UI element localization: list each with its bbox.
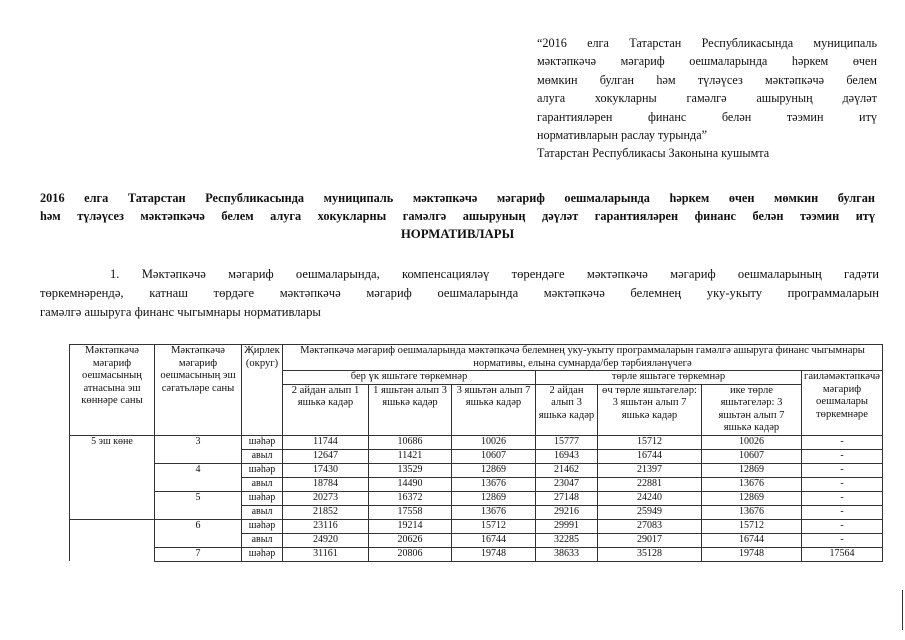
value-cell: - <box>802 505 883 519</box>
value-cell: 16744 <box>452 533 536 547</box>
value-cell: 15777 <box>536 435 598 449</box>
header-mixed-age-2: өч төрле яшьтәгеләр: 3 яшьтән алып 7 яшькә кадәр <box>598 384 702 435</box>
value-cell: 16943 <box>536 449 598 463</box>
value-cell: 12869 <box>452 463 536 477</box>
value-cell: 10686 <box>369 435 452 449</box>
days-cell: 5 эш көне <box>70 435 155 519</box>
area-cell: шәһәр <box>242 547 283 561</box>
area-cell: авыл <box>242 477 283 491</box>
value-cell: 10026 <box>702 435 802 449</box>
quote-line: мәктәпкәчә мәгариф оешмаларында һәркем өчен <box>537 54 877 69</box>
value-cell: 17558 <box>369 505 452 519</box>
value-cell: 38633 <box>536 547 598 561</box>
area-cell: шәһәр <box>242 519 283 533</box>
value-cell: 15712 <box>598 435 702 449</box>
header-main: Мәктәпкәчә мәгариф оешмаларында мәктәпкәчә белемнең уку-укыту программаларын гамәлгә ашыруга финанс чыгымнары нормативы, елына сумнарда/бер тәрбияләнүчегә <box>283 345 883 371</box>
value-cell: 29216 <box>536 505 598 519</box>
value-cell: - <box>802 491 883 505</box>
area-cell: шәһәр <box>242 435 283 449</box>
value-cell: 13529 <box>369 463 452 477</box>
value-cell: 31161 <box>283 547 369 561</box>
area-cell: шәһәр <box>242 491 283 505</box>
table-body <box>70 435 883 561</box>
header-hours: Мәктәпкәчә мәгариф оешмасының эш сәгатьләре саны <box>155 345 242 436</box>
value-cell: 20806 <box>369 547 452 561</box>
header-family: гаиләмәктәпкәчә мәгариф оешмалары төркемнәре <box>802 371 883 436</box>
value-cell: 20626 <box>369 533 452 547</box>
annex-law-label: Татарстан Республикасы Законына кушымта <box>537 146 770 161</box>
quote-line: “2016 елга Татарстан Республикасында муниципаль <box>537 36 877 50</box>
value-cell: 11744 <box>283 435 369 449</box>
header-same-age-3: 3 яшьтән алып 7 яшькә кадәр <box>452 384 536 435</box>
value-cell: 15712 <box>452 519 536 533</box>
value-cell: 16372 <box>369 491 452 505</box>
section-paragraph <box>40 265 879 322</box>
document-title <box>40 189 875 243</box>
value-cell: 10607 <box>702 449 802 463</box>
value-cell: 16744 <box>598 449 702 463</box>
quote-line: гарантияләрен финанс белән тәэмин итү <box>537 109 877 124</box>
value-cell: 19214 <box>369 519 452 533</box>
header-same-age-1: 2 айдан алып 1 яшькә кадәр <box>283 384 369 435</box>
value-cell: 12869 <box>702 491 802 505</box>
value-cell: 27148 <box>536 491 598 505</box>
value-cell: 10026 <box>452 435 536 449</box>
value-cell: 11421 <box>369 449 452 463</box>
header-same-age-2: 1 яшьтән алып 3 яшькә кадәр <box>369 384 452 435</box>
value-cell: 12647 <box>283 449 369 463</box>
table-row <box>70 547 883 561</box>
days-cell <box>70 519 155 561</box>
law-title-quote <box>537 34 877 144</box>
value-cell: 21462 <box>536 463 598 477</box>
paragraph-line: төркемнәрендә, катнаш төрдәге мәктәпкәчә мәгариф оешмаларында мәктәпкәчә белемнең уку-укыту программаларын <box>40 286 879 300</box>
hours-cell: 4 <box>155 463 242 491</box>
value-cell: 10607 <box>452 449 536 463</box>
title-line: 2016 елга Татарстан Республикасында муниципаль мәктәпкәчә мәгариф оешмаларында һәркем өчен мөмкин булган <box>40 191 875 205</box>
value-cell: - <box>802 477 883 491</box>
hours-cell: 6 <box>155 519 242 547</box>
annex-reference <box>537 34 877 163</box>
table-row <box>70 463 883 477</box>
header-days: Мәктәпкәчә мәгариф оешмасының атнасына эш көннәре саны <box>70 345 155 436</box>
normatives-table <box>69 344 883 562</box>
header-mixed-age-1: 2 айдан алып 3 яшькә кадәр <box>536 384 598 435</box>
header-mixed-age-3: ике төрле яшьтәгеләр: 3 яшьтән алып 7 яшькә кадәр <box>702 384 802 435</box>
value-cell: - <box>802 449 883 463</box>
title-line: һәм түләүсез мәктәпкәчә белем алуга хокукларны гамәлгә ашыруның дәүләт гарантияләрен финанс белән тәэмин итү <box>40 209 875 223</box>
quote-line: нормативларын раслау турында” <box>537 128 708 143</box>
value-cell: - <box>802 435 883 449</box>
page-edge-line <box>902 590 903 630</box>
hours-cell: 5 <box>155 491 242 519</box>
value-cell: 13676 <box>702 505 802 519</box>
value-cell: - <box>802 533 883 547</box>
value-cell: 24240 <box>598 491 702 505</box>
value-cell: 21397 <box>598 463 702 477</box>
value-cell: 17564 <box>802 547 883 561</box>
value-cell: 21852 <box>283 505 369 519</box>
value-cell: 25949 <box>598 505 702 519</box>
value-cell: 13676 <box>452 477 536 491</box>
value-cell: 23116 <box>283 519 369 533</box>
quote-line: мөмкин булган һәм түләүсез мәктәпкәчә белем <box>537 72 877 87</box>
hours-cell: 7 <box>155 547 242 561</box>
value-cell: 12869 <box>452 491 536 505</box>
value-cell: 12869 <box>702 463 802 477</box>
value-cell: - <box>802 519 883 533</box>
value-cell: 20273 <box>283 491 369 505</box>
value-cell: 27083 <box>598 519 702 533</box>
value-cell: 14490 <box>369 477 452 491</box>
area-cell: авыл <box>242 449 283 463</box>
table-row <box>70 491 883 505</box>
area-cell: авыл <box>242 533 283 547</box>
paragraph-line: гамәлгә ашыруга финанс чыгымнары нормативлары <box>40 305 321 319</box>
value-cell: 13676 <box>702 477 802 491</box>
value-cell: 19748 <box>702 547 802 561</box>
table-row <box>70 519 883 533</box>
area-cell: авыл <box>242 505 283 519</box>
table-row <box>70 435 883 449</box>
value-cell: 13676 <box>452 505 536 519</box>
value-cell: 35128 <box>598 547 702 561</box>
value-cell: - <box>802 463 883 477</box>
value-cell: 19748 <box>452 547 536 561</box>
value-cell: 24920 <box>283 533 369 547</box>
hours-cell: 3 <box>155 435 242 463</box>
value-cell: 23047 <box>536 477 598 491</box>
area-cell: шәһәр <box>242 463 283 477</box>
header-area: Җирлек (округ) <box>242 345 283 436</box>
value-cell: 15712 <box>702 519 802 533</box>
paragraph-line: 1. Мәктәпкәчә мәгариф оешмаларында, компенсацияләү төрендәге мәктәпкәчә мәгариф оешмаларының гадәти <box>110 267 879 281</box>
header-same-age: бер үк яшьтәге төркемнәр <box>283 371 536 385</box>
quote-line: алуга хокукларны гамәлгә ашыруның дәүләт <box>537 91 877 106</box>
value-cell: 22881 <box>598 477 702 491</box>
header-mixed-age: төрле яшьтәге төркемнәр <box>536 371 802 385</box>
value-cell: 29017 <box>598 533 702 547</box>
value-cell: 17430 <box>283 463 369 477</box>
value-cell: 16744 <box>702 533 802 547</box>
value-cell: 32285 <box>536 533 598 547</box>
value-cell: 18784 <box>283 477 369 491</box>
value-cell: 29991 <box>536 519 598 533</box>
title-heading: НОРМАТИВЛАРЫ <box>400 227 515 241</box>
